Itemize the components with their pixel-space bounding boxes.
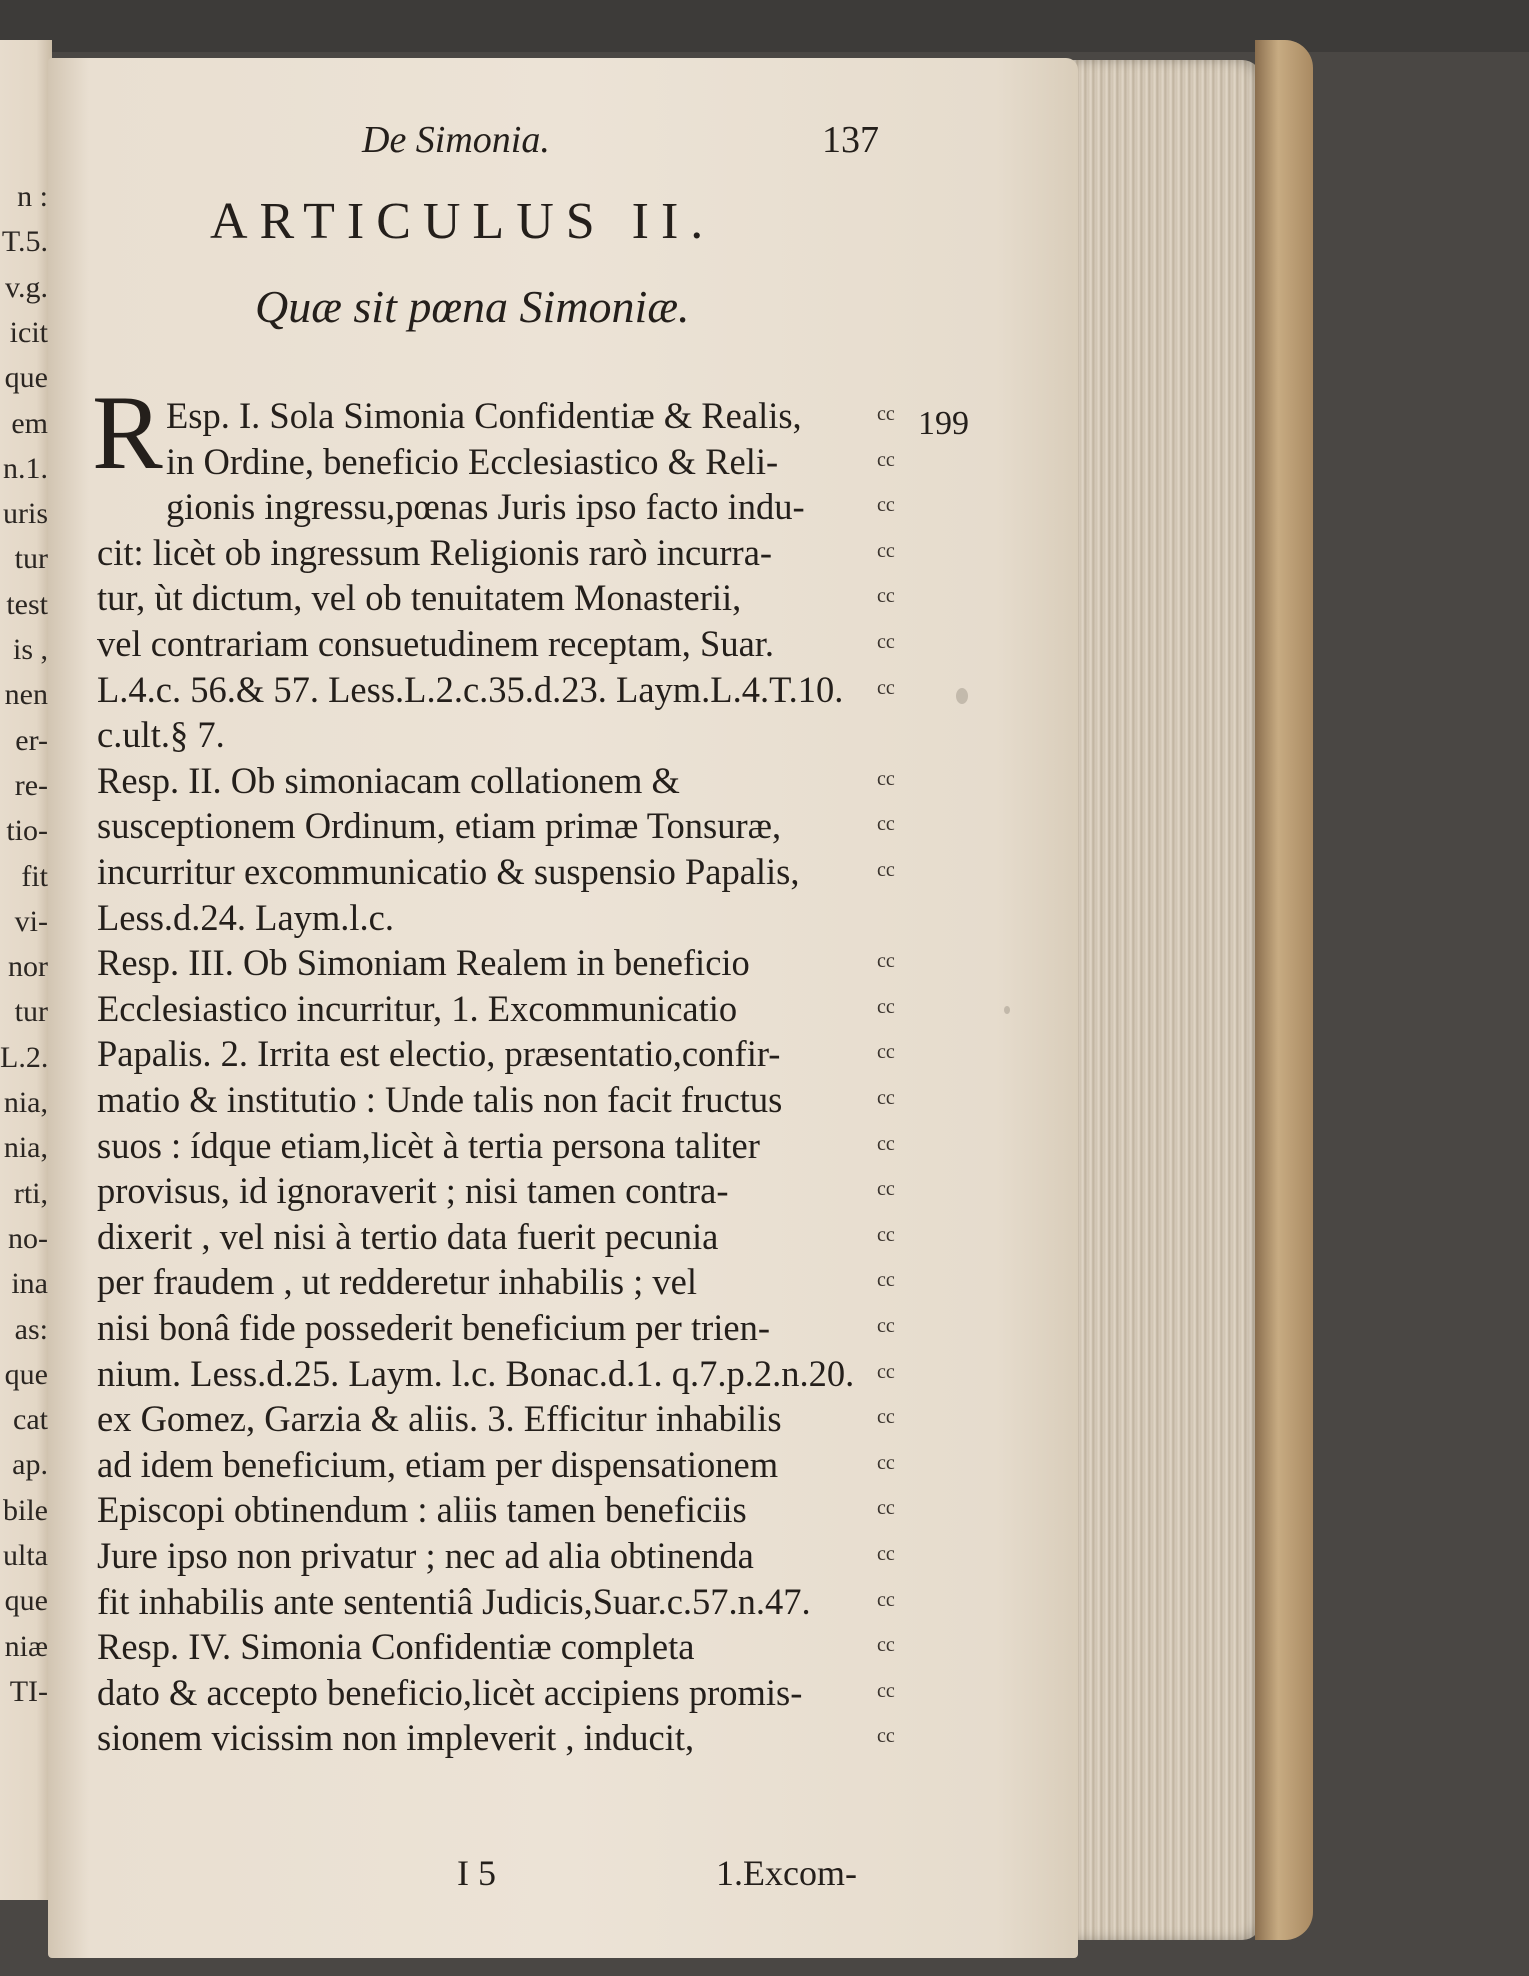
prev-page-fragment: v.g. [4, 270, 48, 304]
text-line: Resp. III. Ob Simoniam Realem in beneficio [97, 942, 750, 984]
prev-page-fragment: rti, [13, 1176, 48, 1210]
prev-page-fragment: TI- [9, 1674, 48, 1708]
prev-page-fragment: T.5. [1, 225, 48, 259]
ink-stain [1004, 1006, 1010, 1014]
catchword: 1.Excom- [716, 1853, 857, 1893]
text-line: L.4.c. 56.& 57. Less.L.2.c.35.d.23. Laym.L.4.T.10. [97, 668, 844, 710]
quotation-mark: cc [877, 1725, 895, 1748]
quotation-mark: cc [877, 1315, 895, 1337]
prev-page-fragment: is , [12, 633, 48, 666]
quotation-mark: cc [877, 1041, 895, 1064]
text-line: Ecclesiastico incurritur, 1. Excommunicatio [97, 987, 738, 1029]
text-line: ex Gomez, Garzia & aliis. 3. Efficitur inhabilis [97, 1398, 782, 1440]
text-line: vel contrariam consuetudinem receptam, Suar. [97, 623, 775, 664]
quotation-mark: cc [877, 1588, 895, 1611]
text-line: Less.d.24. Laym.l.c. [97, 896, 395, 938]
text-line: tur, ùt dictum, vel ob tenuitatem Monasterii, [97, 577, 742, 619]
prev-page-fragment: tur [14, 995, 48, 1029]
quotation-mark: cc [877, 1178, 895, 1201]
prev-page-fragment: nor [8, 950, 48, 984]
text-line: ad idem beneficium, etiam per dispensationem [97, 1443, 779, 1485]
previous-page-edge [0, 40, 52, 1900]
quotation-mark: cc [877, 1634, 895, 1657]
text-line: dixerit , vel nisi à tertio data fuerit pecunia [97, 1215, 719, 1257]
text-line: Jure ipso non privatur ; nec ad alia obtinenda [97, 1535, 754, 1576]
prev-page-fragment: no- [8, 1221, 48, 1255]
text-line: Esp. I. Sola Simonia Confidentiæ & Realis, [166, 395, 802, 436]
quotation-mark: cc [877, 631, 895, 653]
quotation-mark: cc [877, 448, 895, 471]
text-line: dato & accepto beneficio,licèt accipiens promis- [97, 1671, 803, 1713]
text-line: Resp. IV. Simonia Confidentiæ completa [97, 1626, 695, 1668]
prev-page-fragment: test [6, 587, 48, 621]
prev-page-fragment: n : [17, 180, 48, 213]
text-line: Episcopi obtinendum : aliis tamen beneficiis [97, 1489, 747, 1531]
text-line: Papalis. 2. Irrita est electio, præsentatio,confir- [97, 1033, 781, 1075]
drop-cap: R [92, 374, 163, 491]
text-line: fit inhabilis ante sententiâ Judicis,Suar.c.57.n.47. [97, 1580, 811, 1622]
quotation-mark: cc [877, 1087, 895, 1109]
quotation-mark: cc [877, 676, 895, 699]
text-line: incurritur excommunicatio & suspensio Papalis, [97, 851, 800, 892]
page-edges [1072, 60, 1262, 1940]
text-line: in Ordine, beneficio Ecclesiastico & Reli- [166, 440, 779, 482]
ink-stain [956, 688, 968, 704]
prev-page-fragment: em [11, 406, 48, 440]
text-line: suos : ídque etiam,licèt à tertia persona taliter [97, 1124, 760, 1166]
quotation-mark: cc [877, 1406, 895, 1429]
text-line: nium. Less.d.25. Laym. l.c. Bonac.d.1. q.7.p.2.n.20. [97, 1352, 855, 1394]
prev-page-fragment: n.1. [3, 451, 48, 485]
quotation-mark: cc [877, 767, 895, 790]
quotation-mark: cc [877, 585, 895, 608]
quotation-mark: cc [877, 1451, 895, 1474]
article-title: ARTICULUS II. [210, 193, 716, 250]
prev-page-fragment: que [4, 1584, 48, 1618]
quotation-mark: cc [877, 494, 895, 517]
prev-page-fragment: vi- [14, 904, 48, 938]
text-line: susceptionem Ordinum, etiam primæ Tonsuræ, [97, 805, 782, 847]
quotation-mark: cc [877, 859, 895, 881]
prev-page-fragment: bile [3, 1493, 48, 1527]
text-line: c.ult.§ 7. [97, 714, 225, 756]
prev-page-fragment: que [4, 361, 48, 395]
quotation-mark: cc [877, 403, 895, 425]
prev-page-fragment: re- [14, 768, 48, 802]
quotation-mark: cc [877, 539, 895, 562]
prev-page-fragment: er- [15, 723, 48, 757]
quotation-mark: cc [877, 1132, 895, 1155]
prev-page-fragment: L.2. [0, 1040, 49, 1074]
quotation-mark: cc [877, 1223, 895, 1246]
quotation-mark: cc [877, 1679, 895, 1702]
prev-page-fragment: nen [4, 678, 48, 712]
prev-page-fragment: tio- [6, 814, 48, 848]
prev-page-fragment: cat [13, 1403, 48, 1437]
prev-page-fragment: uris [3, 497, 48, 531]
margin-number: 199 [918, 405, 969, 442]
page-number: 137 [822, 119, 879, 161]
text-line: matio & institutio : Unde talis non facit fructus [97, 1079, 783, 1120]
quotation-mark: cc [877, 813, 895, 836]
prev-page-fragment: ap. [12, 1448, 48, 1482]
prev-page-fragment: nia, [3, 1086, 48, 1119]
text-line: per fraudem , ut redderetur inhabilis ; vel [97, 1261, 698, 1303]
prev-page-fragment: icit [9, 315, 48, 349]
text-line: nisi bonâ fide possederit beneficium per trien- [97, 1307, 771, 1348]
prev-page-fragment: que [4, 1357, 48, 1391]
running-header-title: De Simonia. [362, 119, 550, 161]
signature-mark: I 5 [457, 1853, 496, 1893]
prev-page-fragment: tur [14, 542, 48, 576]
prev-page-fragment: ina [11, 1267, 48, 1301]
text-line: cit: licèt ob ingressum Religionis rarò incurra- [97, 531, 773, 573]
quotation-mark: cc [877, 1269, 895, 1292]
quotation-mark: cc [877, 1360, 895, 1383]
book-cover [1255, 40, 1313, 1940]
text-line: sionem vicissim non impleverit , inducit, [97, 1717, 695, 1759]
quotation-mark: cc [877, 1543, 895, 1565]
prev-page-fragment: niæ [4, 1629, 48, 1663]
prev-page-fragment: fit [21, 859, 48, 893]
prev-page-fragment: ulta [3, 1539, 48, 1572]
quotation-mark: cc [877, 995, 895, 1018]
prev-page-fragment: nia, [3, 1131, 48, 1165]
quotation-mark: cc [877, 950, 895, 973]
text-line: provisus, id ignoraverit ; nisi tamen contra- [97, 1170, 729, 1212]
text-line: Resp. II. Ob simoniacam collationem & [97, 759, 680, 801]
prev-page-fragment: as: [14, 1312, 48, 1346]
text-line: gionis ingressu,pœnas Juris ipso facto indu- [166, 486, 805, 528]
quotation-mark: cc [877, 1497, 895, 1520]
article-subtitle: Quæ sit pœna Simoniæ. [255, 281, 690, 332]
